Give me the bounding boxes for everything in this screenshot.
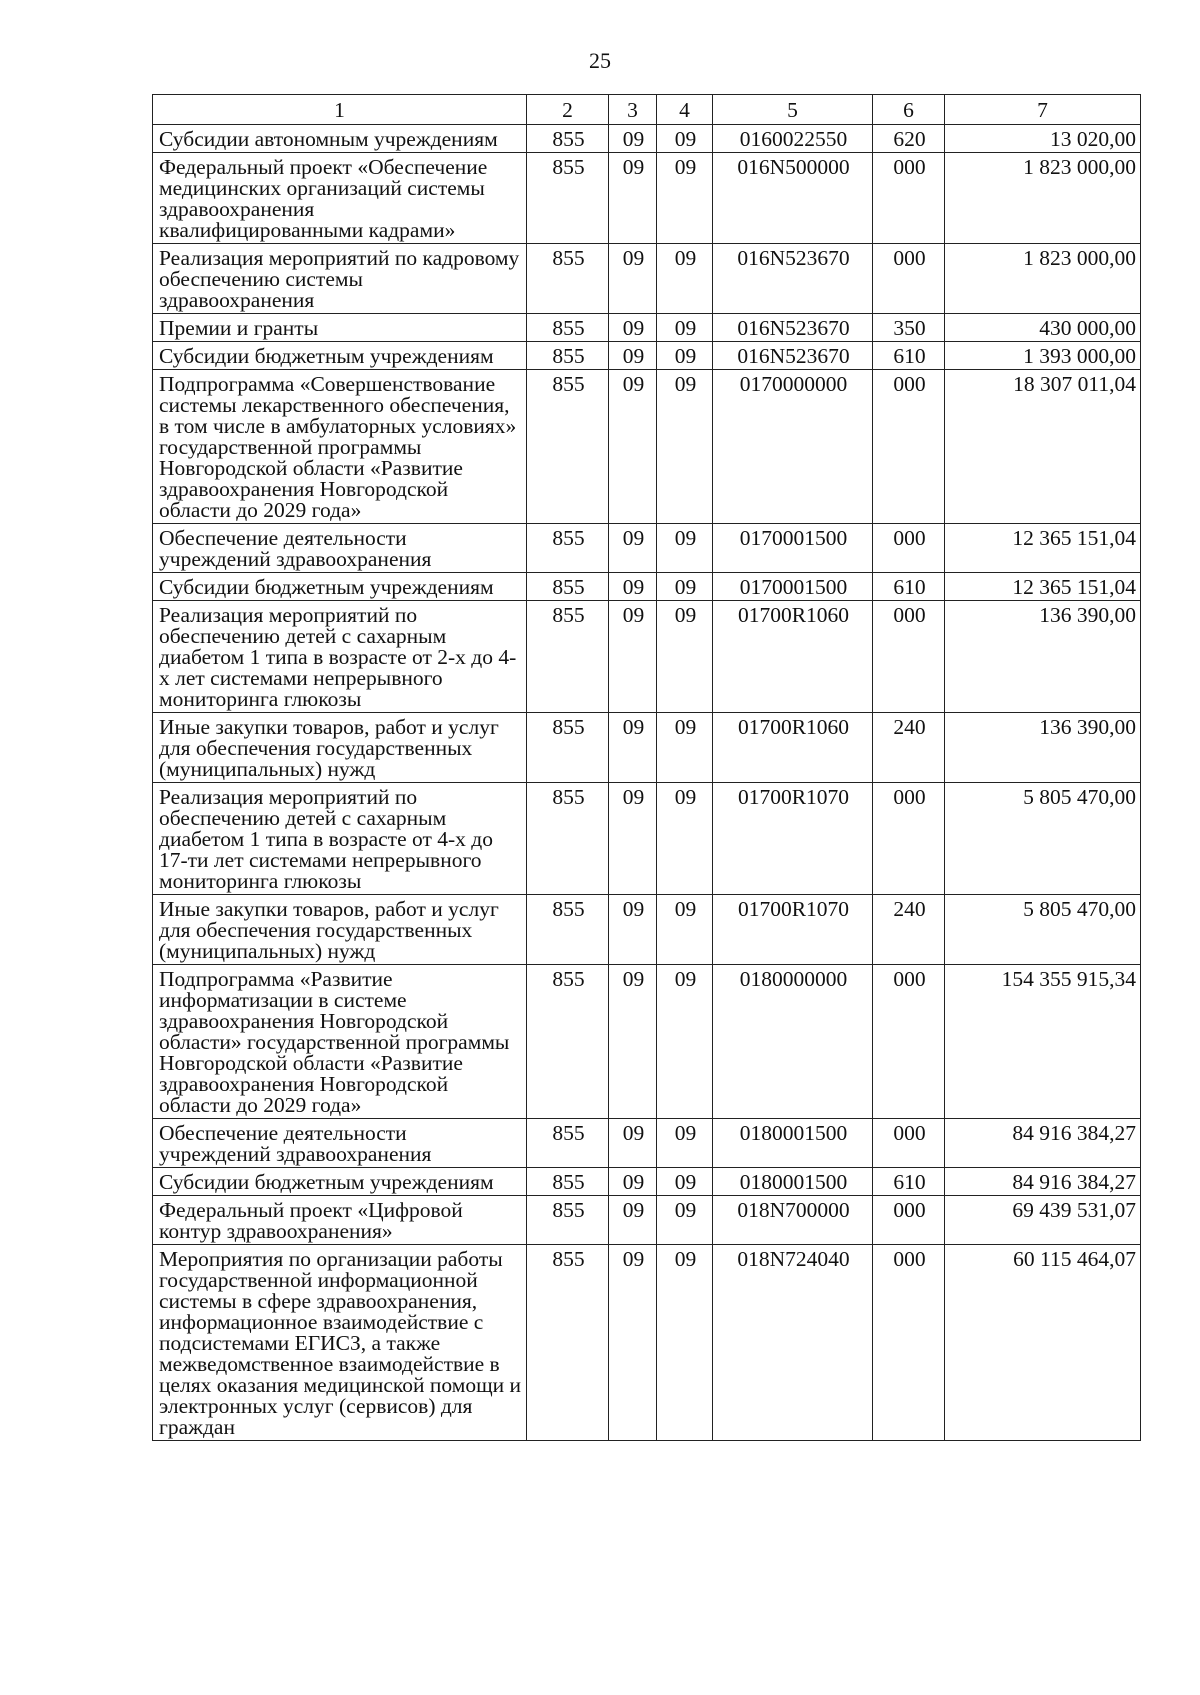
- column-5-cell: 016N500000: [713, 153, 873, 244]
- row-name: Иные закупки товаров, работ и услуг для обеспечения государственных (муниципальных) нужд: [153, 895, 527, 965]
- column-4-cell: 09: [657, 1119, 713, 1168]
- column-2-cell: 855: [527, 895, 609, 965]
- column-2-cell: 855: [527, 1119, 609, 1168]
- amount-cell: 12 365 151,04: [945, 573, 1141, 601]
- column-5-cell: 0180001500: [713, 1168, 873, 1196]
- row-name: Федеральный проект «Цифровой контур здравоохранения»: [153, 1196, 527, 1245]
- header-cell: 4: [657, 95, 713, 125]
- page-number: 25: [589, 48, 611, 73]
- column-3-cell: 09: [609, 524, 657, 573]
- table-row: [153, 1168, 1141, 1196]
- column-3-cell: 09: [609, 314, 657, 342]
- column-2-cell: 855: [527, 314, 609, 342]
- column-4-cell: 09: [657, 153, 713, 244]
- row-name: Реализация мероприятий по кадровому обеспечению системы здравоохранения: [153, 244, 527, 314]
- header-cell: 3: [609, 95, 657, 125]
- column-4-cell: 09: [657, 1245, 713, 1441]
- amount-cell: 84 916 384,27: [945, 1119, 1141, 1168]
- amount-cell: 18 307 011,04: [945, 370, 1141, 524]
- column-3-cell: 09: [609, 342, 657, 370]
- column-6-cell: 000: [873, 1119, 945, 1168]
- column-3-cell: 09: [609, 125, 657, 153]
- column-2-cell: 855: [527, 370, 609, 524]
- column-2-cell: 855: [527, 153, 609, 244]
- table-row: [153, 1119, 1141, 1168]
- header-cell: 5: [713, 95, 873, 125]
- column-3-cell: 09: [609, 244, 657, 314]
- column-3-cell: 09: [609, 153, 657, 244]
- column-5-cell: 01700R1060: [713, 713, 873, 783]
- column-6-cell: 000: [873, 1245, 945, 1441]
- column-6-cell: 610: [873, 342, 945, 370]
- column-3-cell: 09: [609, 713, 657, 783]
- column-3-cell: 09: [609, 573, 657, 601]
- column-4-cell: 09: [657, 1168, 713, 1196]
- column-4-cell: 09: [657, 342, 713, 370]
- row-name: Реализация мероприятий по обеспечению детей с сахарным диабетом 1 типа в возрасте от 4-х до 17-ти лет системами непрерывного мониторинга глюкозы: [153, 783, 527, 895]
- amount-cell: 136 390,00: [945, 601, 1141, 713]
- table-row: [153, 601, 1141, 713]
- amount-cell: 1 393 000,00: [945, 342, 1141, 370]
- row-name: Премии и гранты: [153, 314, 527, 342]
- column-5-cell: 0180000000: [713, 965, 873, 1119]
- header-row: [153, 95, 1141, 125]
- column-2-cell: 855: [527, 524, 609, 573]
- row-name: Субсидии бюджетным учреждениям: [153, 1168, 527, 1196]
- row-name: Мероприятия по организации работы государственной информационной системы в сфере здравоохранения, информационное взаимодействие с подсистемами ЕГИСЗ, а также межведомственное взаимодействие в целях оказания медицинской помощи и электронных услуг (сервисов) для граждан: [153, 1245, 527, 1441]
- row-name: Реализация мероприятий по обеспечению детей с сахарным диабетом 1 типа в возрасте от 2-х до 4-х лет системами непрерывного мониторинга глюкозы: [153, 601, 527, 713]
- column-2-cell: 855: [527, 244, 609, 314]
- table-row: [153, 370, 1141, 524]
- column-5-cell: 016N523670: [713, 314, 873, 342]
- column-6-cell: 610: [873, 573, 945, 601]
- amount-cell: 5 805 470,00: [945, 783, 1141, 895]
- column-5-cell: 0170000000: [713, 370, 873, 524]
- column-4-cell: 09: [657, 573, 713, 601]
- table-row: [153, 965, 1141, 1119]
- amount-cell: 136 390,00: [945, 713, 1141, 783]
- column-2-cell: 855: [527, 1168, 609, 1196]
- header-cell: 6: [873, 95, 945, 125]
- column-2-cell: 855: [527, 573, 609, 601]
- row-name: Обеспечение деятельности учреждений здравоохранения: [153, 1119, 527, 1168]
- column-3-cell: 09: [609, 601, 657, 713]
- header-cell: 2: [527, 95, 609, 125]
- column-6-cell: 350: [873, 314, 945, 342]
- column-4-cell: 09: [657, 125, 713, 153]
- column-2-cell: 855: [527, 713, 609, 783]
- table-row: [153, 1245, 1141, 1441]
- column-5-cell: 01700R1060: [713, 601, 873, 713]
- column-3-cell: 09: [609, 1196, 657, 1245]
- row-name: Субсидии автономным учреждениям: [153, 125, 527, 153]
- column-4-cell: 09: [657, 1196, 713, 1245]
- column-6-cell: 000: [873, 370, 945, 524]
- amount-cell: 69 439 531,07: [945, 1196, 1141, 1245]
- row-name: Субсидии бюджетным учреждениям: [153, 342, 527, 370]
- table-row: [153, 573, 1141, 601]
- budget-table: [152, 94, 1141, 1441]
- column-4-cell: 09: [657, 524, 713, 573]
- table-row: [153, 1196, 1141, 1245]
- table-row: [153, 783, 1141, 895]
- amount-cell: 154 355 915,34: [945, 965, 1141, 1119]
- column-6-cell: 000: [873, 601, 945, 713]
- table-row: [153, 153, 1141, 244]
- table-row: [153, 125, 1141, 153]
- column-4-cell: 09: [657, 895, 713, 965]
- column-4-cell: 09: [657, 783, 713, 895]
- amount-cell: 13 020,00: [945, 125, 1141, 153]
- table-row: [153, 524, 1141, 573]
- column-6-cell: 000: [873, 244, 945, 314]
- column-6-cell: 000: [873, 153, 945, 244]
- column-3-cell: 09: [609, 783, 657, 895]
- column-4-cell: 09: [657, 965, 713, 1119]
- column-5-cell: 016N523670: [713, 244, 873, 314]
- row-name: Подпрограмма «Развитие информатизации в системе здравоохранения Новгородской области» государственной программы Новгородской области «Развитие здравоохранения Новгородской области до 2029 года»: [153, 965, 527, 1119]
- row-name: Подпрограмма «Совершенствование системы лекарственного обеспечения, в том числе в амбулаторных условиях» государственной программы Новгородской области «Развитие здравоохранения Новгородской области до 2029 года»: [153, 370, 527, 524]
- column-6-cell: 240: [873, 713, 945, 783]
- column-4-cell: 09: [657, 370, 713, 524]
- row-name: Обеспечение деятельности учреждений здравоохранения: [153, 524, 527, 573]
- header-cell: 1: [153, 95, 527, 125]
- row-name: Федеральный проект «Обеспечение медицинских организаций системы здравоохранения квалифицированными кадрами»: [153, 153, 527, 244]
- column-5-cell: 0170001500: [713, 524, 873, 573]
- column-2-cell: 855: [527, 125, 609, 153]
- column-6-cell: 000: [873, 965, 945, 1119]
- column-4-cell: 09: [657, 244, 713, 314]
- column-6-cell: 620: [873, 125, 945, 153]
- amount-cell: 12 365 151,04: [945, 524, 1141, 573]
- table-row: [153, 244, 1141, 314]
- column-2-cell: 855: [527, 1196, 609, 1245]
- column-3-cell: 09: [609, 370, 657, 524]
- column-2-cell: 855: [527, 1245, 609, 1441]
- amount-cell: 60 115 464,07: [945, 1245, 1141, 1441]
- amount-cell: 1 823 000,00: [945, 153, 1141, 244]
- column-6-cell: 000: [873, 1196, 945, 1245]
- column-5-cell: 018N700000: [713, 1196, 873, 1245]
- column-5-cell: 0160022550: [713, 125, 873, 153]
- column-5-cell: 01700R1070: [713, 895, 873, 965]
- column-6-cell: 240: [873, 895, 945, 965]
- table-row: [153, 713, 1141, 783]
- column-4-cell: 09: [657, 713, 713, 783]
- table-row: [153, 342, 1141, 370]
- amount-cell: 84 916 384,27: [945, 1168, 1141, 1196]
- column-3-cell: 09: [609, 1245, 657, 1441]
- table-row: [153, 895, 1141, 965]
- column-3-cell: 09: [609, 895, 657, 965]
- column-5-cell: 0180001500: [713, 1119, 873, 1168]
- column-3-cell: 09: [609, 1168, 657, 1196]
- column-5-cell: 018N724040: [713, 1245, 873, 1441]
- header-cell: 7: [945, 95, 1141, 125]
- column-2-cell: 855: [527, 601, 609, 713]
- amount-cell: 430 000,00: [945, 314, 1141, 342]
- column-5-cell: 01700R1070: [713, 783, 873, 895]
- amount-cell: 1 823 000,00: [945, 244, 1141, 314]
- column-5-cell: 0170001500: [713, 573, 873, 601]
- row-name: Иные закупки товаров, работ и услуг для обеспечения государственных (муниципальных) нужд: [153, 713, 527, 783]
- row-name: Субсидии бюджетным учреждениям: [153, 573, 527, 601]
- column-4-cell: 09: [657, 601, 713, 713]
- column-4-cell: 09: [657, 314, 713, 342]
- column-2-cell: 855: [527, 342, 609, 370]
- column-5-cell: 016N523670: [713, 342, 873, 370]
- amount-cell: 5 805 470,00: [945, 895, 1141, 965]
- column-2-cell: 855: [527, 965, 609, 1119]
- column-2-cell: 855: [527, 783, 609, 895]
- column-6-cell: 610: [873, 1168, 945, 1196]
- table-row: [153, 314, 1141, 342]
- column-3-cell: 09: [609, 1119, 657, 1168]
- column-6-cell: 000: [873, 783, 945, 895]
- column-6-cell: 000: [873, 524, 945, 573]
- column-3-cell: 09: [609, 965, 657, 1119]
